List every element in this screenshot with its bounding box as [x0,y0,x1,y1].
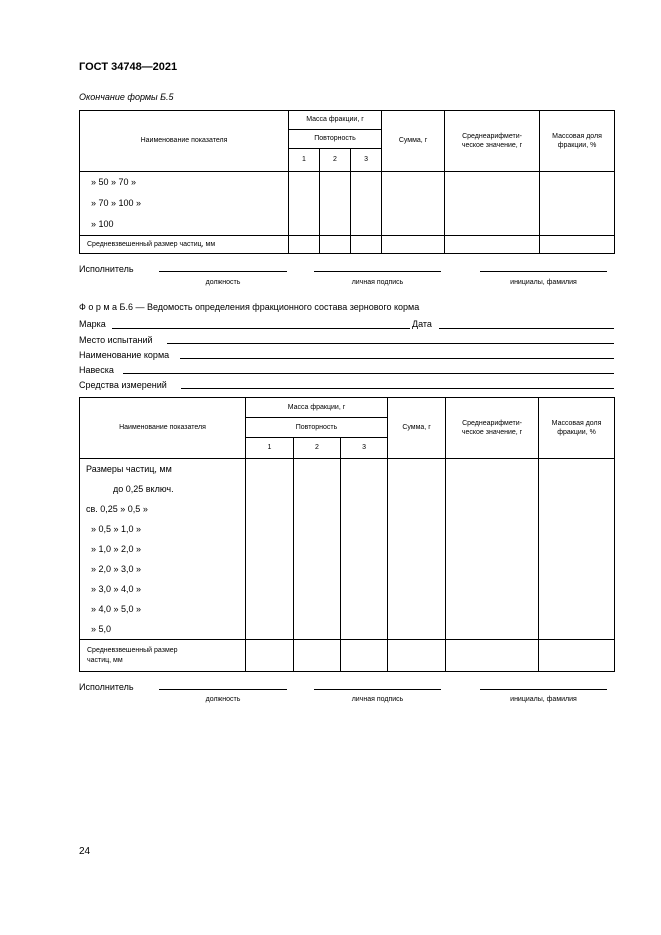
t2-body-name [80,459,246,640]
t2-cell [341,459,388,640]
t2-rep-2: 2 [294,438,341,459]
name-caption: инициалы, фамилия [510,696,577,703]
t2-cell [446,640,539,672]
date-field[interactable] [439,328,614,329]
table1 [79,110,615,254]
t2-cell [294,459,341,640]
t1-header-name: Наименование показателя [80,111,289,172]
t2-cell [294,640,341,672]
executor-label: Исполнитель [79,682,134,692]
t2-header-name: Наименование показателя [80,398,246,459]
t1-rep-2: 2 [320,149,351,172]
t2-row: до 0,25 включ. [113,484,174,494]
t2-cell [388,640,446,672]
t2-cell [246,640,294,672]
position-caption: должность [205,279,241,286]
page-number: 24 [79,846,91,857]
t1-header-sum: Сумма, г [382,111,445,172]
t1-cell [351,236,382,254]
t1-cell [320,172,351,236]
t2-cell [341,640,388,672]
t2-header-share-l1: Массовая доля [551,419,602,427]
t2-cell [246,459,294,640]
position-caption: должность [205,696,241,703]
t2-row: » 4,0 » 5,0 » [91,604,142,614]
t1-header-share-l2: фракции, % [557,142,597,149]
t1-cell [382,236,445,254]
signature-caption: личная подпись [351,279,404,286]
t2-footer-label [80,640,246,672]
t1-header-repeat: Повторность [289,130,382,149]
t2-header-mean-l2: ческое значение, г [461,429,523,436]
t2-header-mass: Масса фракции, г [246,398,388,418]
t1-rep-3: 3 [351,149,382,172]
t1-cell [320,236,351,254]
position-line[interactable] [159,271,287,272]
t1-cell [445,236,540,254]
t2-header-share-l2: фракции, % [557,429,596,436]
t2-row: » 1,0 » 2,0 » [91,544,142,554]
sample-field[interactable] [123,373,614,374]
t1-row: » 50 » 70 » [91,177,137,187]
t1-header-mean-l1: Среднеарифмети- [462,132,522,140]
t1-rep-1: 1 [289,149,320,172]
form-b6-title: Ф о р м а Б.6 — Ведомость определения фракционного состава зернового корма [79,302,420,312]
t1-footer-label: Средневзвешенный размер частиц, мм [80,236,289,254]
t2-rep-1: 1 [246,438,294,459]
t2-row: » 5,0 [91,624,112,634]
t2-rep-3: 3 [341,438,388,459]
t2-footer-l1: Средневзвешенный размер [87,647,178,655]
date-label: Дата [412,319,432,329]
t1-cell [289,236,320,254]
name-caption: инициалы, фамилия [510,279,577,286]
t2-footer-l2: частиц, мм [87,656,123,664]
feed-name-field[interactable] [180,358,614,359]
t2-row: » 0,5 » 1,0 » [91,524,142,534]
sample-label: Навеска [79,365,114,375]
t1-row: » 70 » 100 » [91,198,142,208]
signature-line[interactable] [314,689,441,690]
t2-header-share [539,398,615,459]
t2-row: св. 0,25 » 0,5 » [86,504,148,514]
t2-row: Размеры частиц, мм [86,464,172,474]
t1-row: » 100 [91,219,114,229]
t1-cell [351,172,382,236]
brand-label: Марка [79,319,106,329]
t1-cell [540,172,615,236]
t1-cell [540,236,615,254]
position-line[interactable] [159,689,287,690]
t1-cell [289,172,320,236]
brand-field[interactable] [112,328,410,329]
t2-header-mean-l1: Среднеарифмети- [462,419,522,427]
t2-cell [539,459,615,640]
t2-cell [446,459,539,640]
t1-cell [445,172,540,236]
table2 [79,397,615,672]
t1-header-share [540,111,615,172]
executor-label: Исполнитель [79,264,134,274]
table1-caption: Окончание формы Б.5 [79,92,174,102]
t1-header-mass: Масса фракции, г [289,111,382,130]
t2-row: » 2,0 » 3,0 » [91,564,142,574]
t1-body-name [80,172,289,236]
name-line[interactable] [480,689,607,690]
t1-header-mean [445,111,540,172]
t2-cell [539,640,615,672]
place-label: Место испытаний [79,335,153,345]
t1-header-share-l1: Массовая доля [552,132,602,140]
t2-header-mean [446,398,539,459]
feed-name-label: Наименование корма [79,350,170,360]
t2-row: » 3,0 » 4,0 » [91,584,142,594]
measuring-means-field[interactable] [181,388,614,389]
place-field[interactable] [167,343,614,344]
t2-cell [388,459,446,640]
t1-cell [382,172,445,236]
signature-caption: личная подпись [351,696,404,703]
t1-header-mean-l2: ческое значение, г [461,142,523,149]
t2-header-repeat: Повторность [246,418,388,438]
signature-line[interactable] [314,271,441,272]
measuring-means-label: Средства измерений [79,380,167,390]
name-line[interactable] [480,271,607,272]
document-code: ГОСТ 34748—2021 [79,61,178,73]
t2-header-sum: Сумма, г [388,398,446,459]
